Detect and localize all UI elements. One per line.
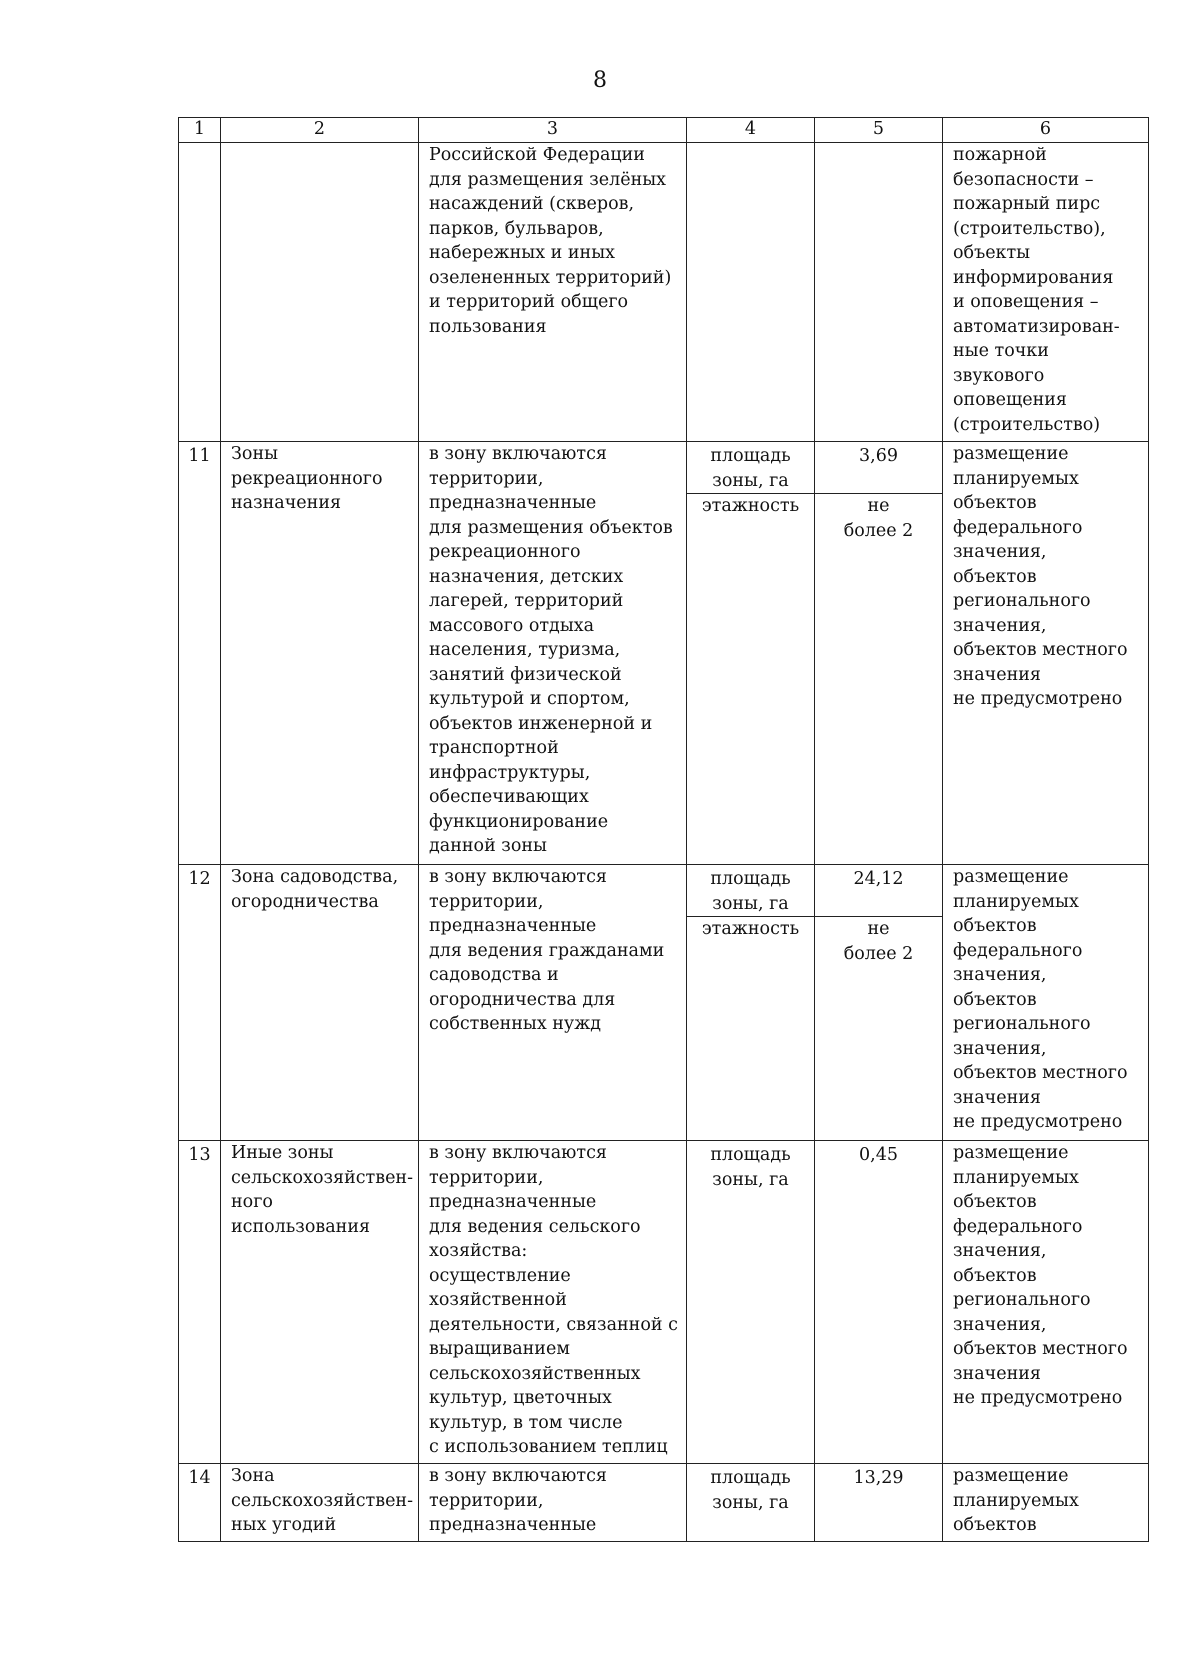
value-cell	[815, 143, 943, 442]
column-header-3: 3	[419, 118, 687, 143]
value-floors: не более 2	[843, 496, 914, 541]
parameter-floors: этажность	[701, 496, 800, 516]
planned-objects: размещение планируемых объектов федерального значения, объектов регионального значения, объектов местного значения не предусмотрено	[943, 1141, 1149, 1464]
planned-objects: размещение планируемых объектов федерального значения, объектов регионального значения, объектов местного значения не предусмотрено	[943, 865, 1149, 1141]
table-row	[179, 1141, 1149, 1464]
parameter-area: площадь зоны, га	[687, 444, 814, 494]
column-header-5: 5	[815, 118, 943, 143]
row-number: 14	[179, 1464, 221, 1542]
zone-description: в зону включаются территории, предназначенные для размещения объектов рекреационного назначения, детских лагерей, территорий массового отдыха населения, туризма, занятий физической культурой и спортом, объектов инженерной и транспортной инфраструктуры, обеспечивающих функционирование данной зоны	[419, 442, 687, 865]
value-area: 13,29	[815, 1464, 943, 1542]
table-row	[179, 143, 1149, 442]
table-row	[179, 865, 1149, 1141]
parameter-cell	[687, 442, 815, 865]
value-floors: не более 2	[843, 919, 914, 964]
value-area: 3,69	[815, 444, 942, 494]
parameter-floors: этажность	[701, 919, 800, 939]
value-cell	[815, 865, 943, 1141]
table-header-row	[179, 118, 1149, 143]
zone-description: в зону включаются территории, предназначенные для ведения гражданами садоводства и огородничества для собственных нужд	[419, 865, 687, 1141]
column-header-2: 2	[221, 118, 419, 143]
zones-table	[178, 117, 1149, 1542]
column-header-1: 1	[179, 118, 221, 143]
value-cell	[815, 442, 943, 865]
zone-description: Российской Федерации для размещения зелёных насаждений (скверов, парков, бульваров, набережных и иных озелененных территорий) и территорий общего пользования	[419, 143, 687, 442]
parameter-cell	[687, 143, 815, 442]
zone-name: Зона сельскохозяйствен- ных угодий	[221, 1464, 419, 1542]
zone-description: в зону включаются территории, предназначенные для ведения сельского хозяйства: осуществление хозяйственной деятельности, связанной с выращиванием сельскохозяйственных культур, цветочных культур, в том числе с использованием теплиц	[419, 1141, 687, 1464]
value-area: 0,45	[815, 1141, 943, 1464]
row-number: 11	[179, 442, 221, 865]
column-header-4: 4	[687, 118, 815, 143]
planned-objects: размещение планируемых объектов федерального значения, объектов регионального значения, объектов местного значения не предусмотрено	[943, 442, 1149, 865]
row-number: 13	[179, 1141, 221, 1464]
table-row	[179, 1464, 1149, 1542]
zone-description: в зону включаются территории, предназначенные	[419, 1464, 687, 1542]
zone-name: Зона садоводства, огородничества	[221, 865, 419, 1141]
parameter-area: площадь зоны, га	[687, 867, 814, 917]
value-area: 24,12	[815, 867, 942, 917]
parameter-cell	[687, 865, 815, 1141]
parameter-area: площадь зоны, га	[687, 1141, 815, 1464]
column-header-6: 6	[943, 118, 1149, 143]
row-number	[179, 143, 221, 442]
zone-name	[221, 143, 419, 442]
row-number: 12	[179, 865, 221, 1141]
page-number: 8	[593, 68, 607, 93]
zone-name: Зоны рекреационного назначения	[221, 442, 419, 865]
planned-objects: пожарной безопасности – пожарный пирс (строительство), объекты информирования и оповещения – автоматизирован- ные точки звукового оповещения (строительство)	[943, 143, 1149, 442]
parameter-area: площадь зоны, га	[687, 1464, 815, 1542]
planned-objects: размещение планируемых объектов	[943, 1464, 1149, 1542]
zone-name: Иные зоны сельскохозяйствен- ного использования	[221, 1141, 419, 1464]
table-row	[179, 442, 1149, 865]
